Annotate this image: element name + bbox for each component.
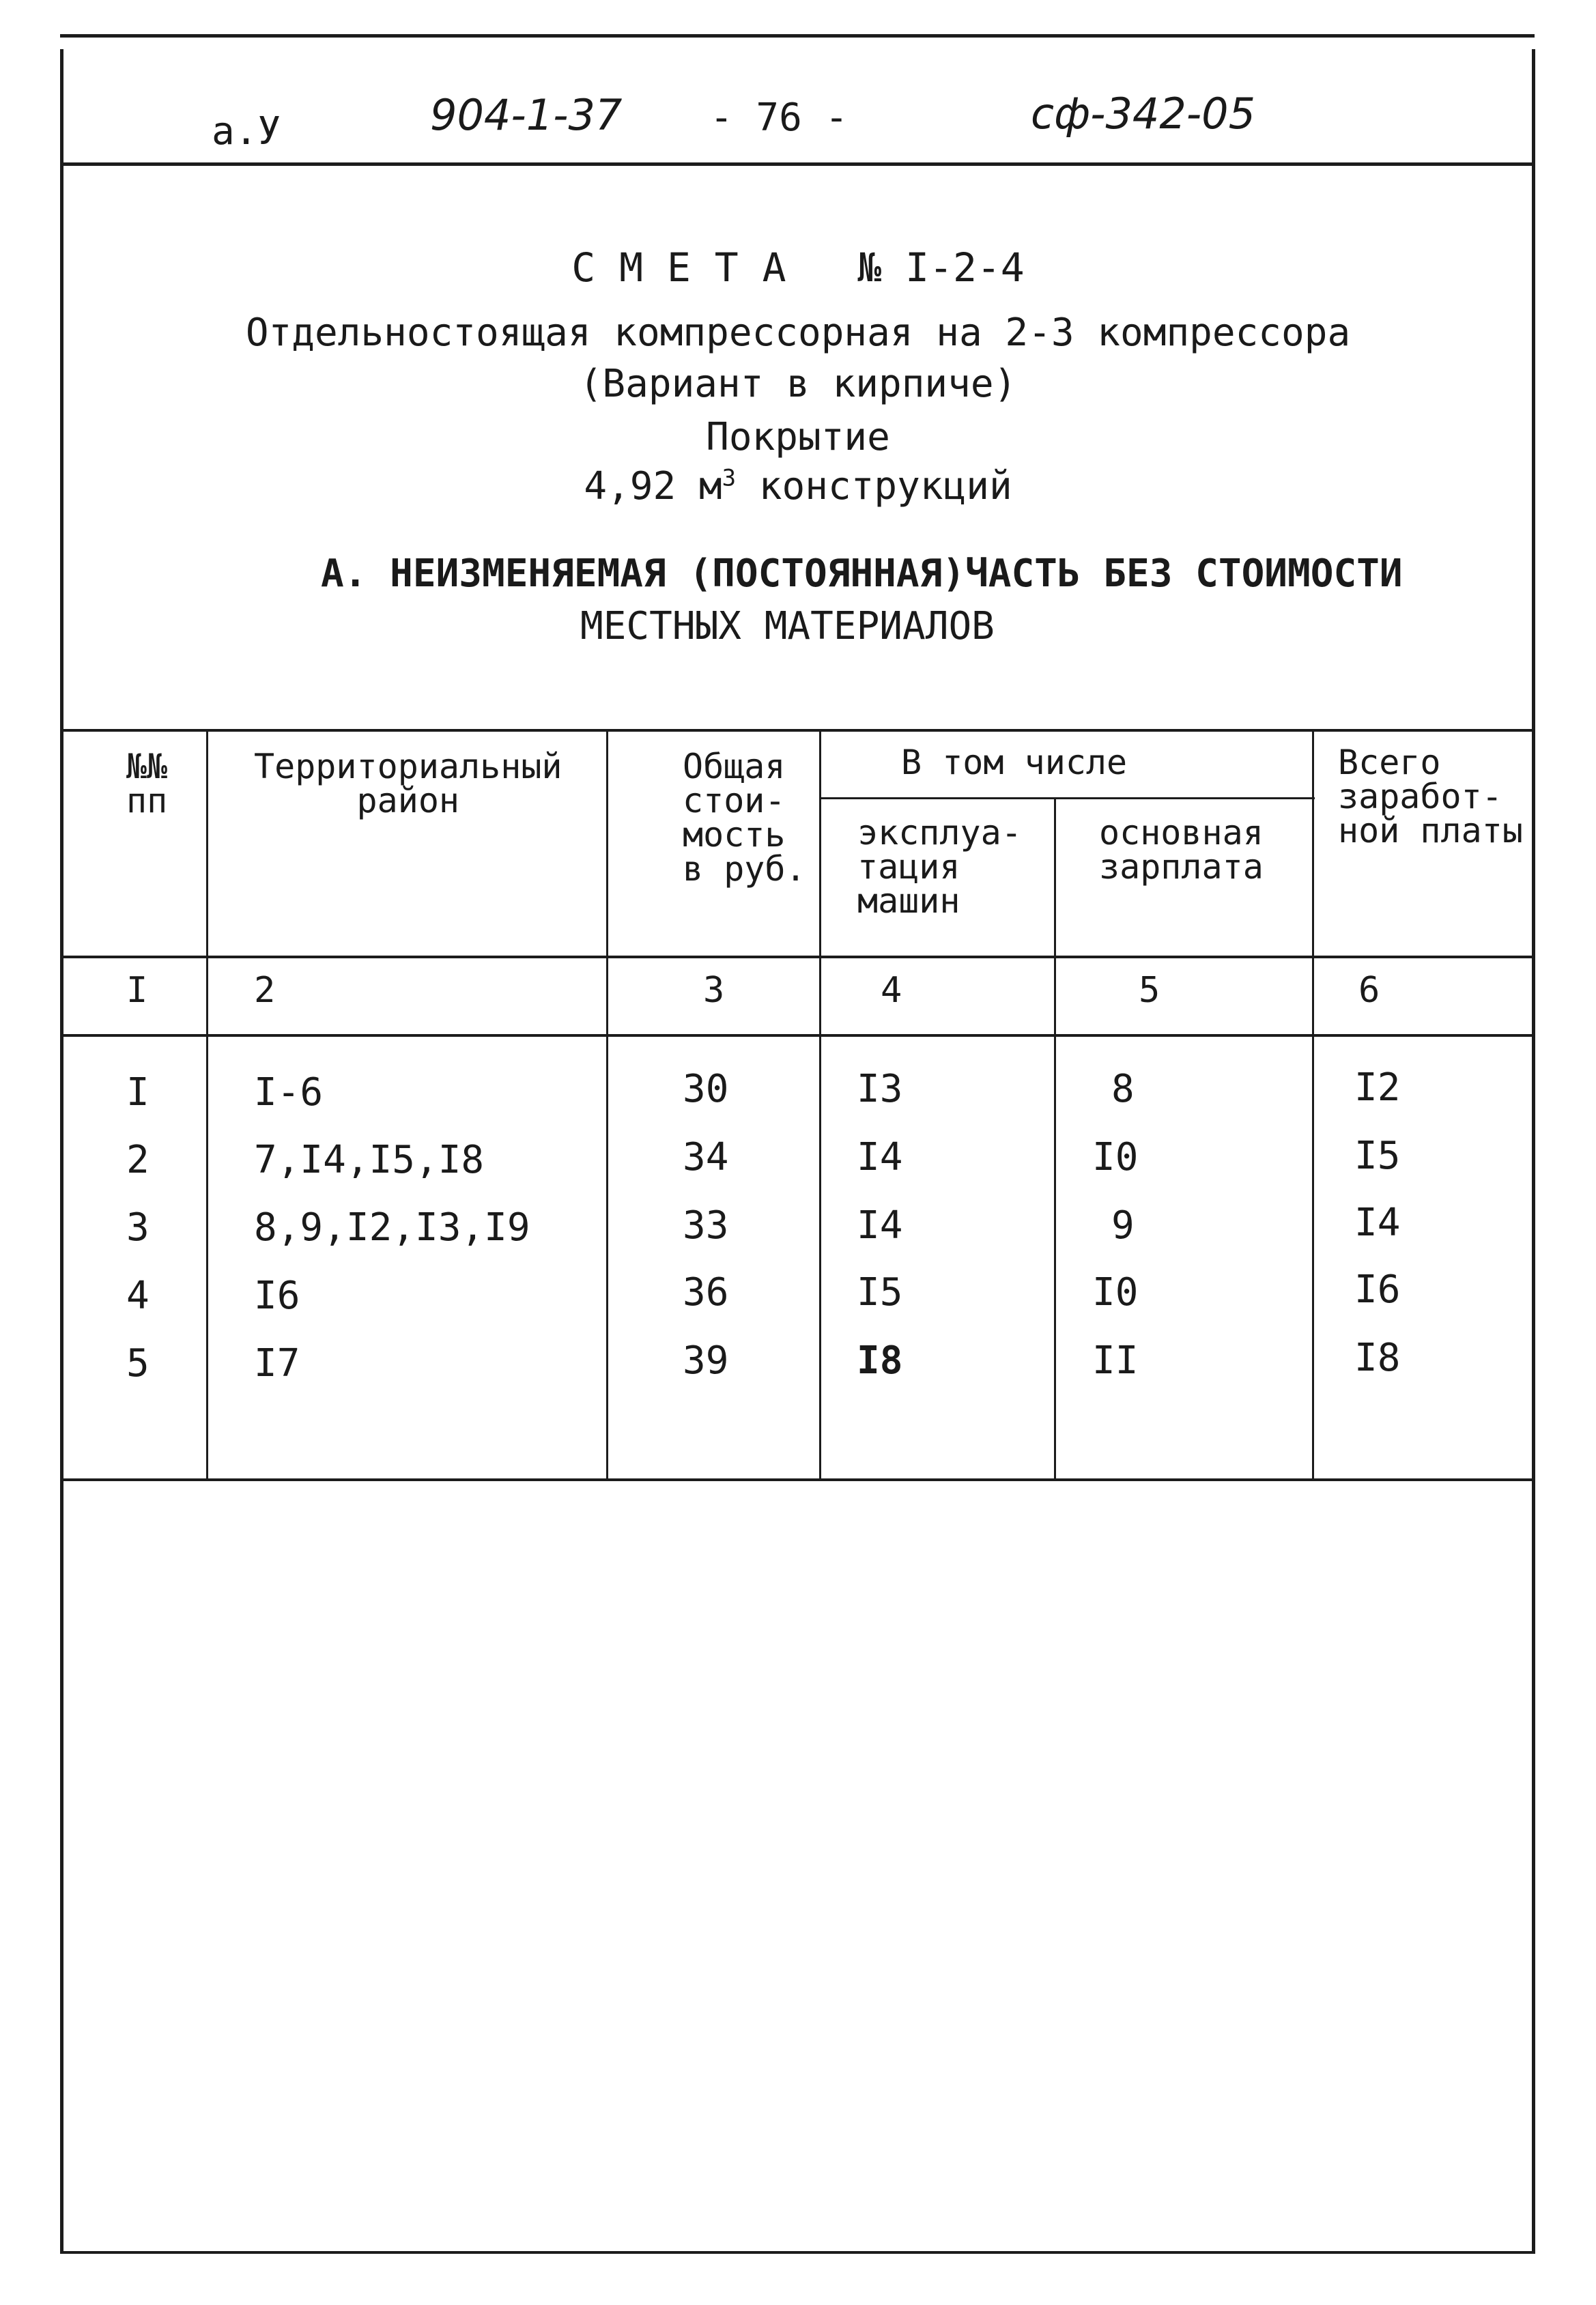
row-number: 2 bbox=[126, 1138, 149, 1182]
element-line: Покрытие bbox=[706, 415, 890, 459]
row-total-salary: I6 bbox=[1354, 1268, 1401, 1312]
section-heading-line2: МЕСТНЫХ МАТЕРИАЛОВ bbox=[580, 604, 995, 648]
header-including: В том числе bbox=[901, 743, 1128, 782]
row-salary: I0 bbox=[1092, 1270, 1139, 1315]
row-region: I6 bbox=[254, 1274, 300, 1318]
row-region: 7,I4,I5,I8 bbox=[254, 1138, 485, 1182]
row-machines: I8 bbox=[857, 1338, 903, 1383]
row-number: 5 bbox=[126, 1341, 149, 1386]
row-total-cost: 36 bbox=[683, 1270, 729, 1315]
table-subheader-rule bbox=[819, 797, 1315, 799]
row-total-cost: 34 bbox=[683, 1135, 729, 1179]
volume-prefix: 4,92 м bbox=[584, 464, 722, 509]
variant-line: (Вариант в кирпиче) bbox=[579, 362, 1017, 406]
header-total-cost: Общая стои- мость в руб. bbox=[683, 747, 806, 889]
frame-bottom-border bbox=[60, 2251, 1535, 2254]
row-machines: I4 bbox=[857, 1135, 903, 1179]
project-code: 904-1-37 bbox=[430, 90, 623, 140]
frame-top-border bbox=[60, 34, 1535, 38]
col-number-2: 2 bbox=[254, 970, 276, 1011]
object-name: Отдельностоящая компрессорная на 2-3 компрессора bbox=[245, 311, 1351, 355]
row-number: 3 bbox=[126, 1205, 149, 1250]
col-divider-3 bbox=[819, 729, 821, 1480]
row-region: I-6 bbox=[254, 1070, 324, 1115]
col-divider-1 bbox=[206, 729, 208, 1480]
row-number: 4 bbox=[126, 1274, 149, 1318]
row-salary: 9 bbox=[1111, 1203, 1135, 1248]
header-total-salary: Всего заработ- ной платы bbox=[1338, 743, 1523, 850]
col-number-1: I bbox=[126, 970, 148, 1011]
row-total-cost: 33 bbox=[683, 1203, 729, 1248]
row-machines: I4 bbox=[857, 1203, 903, 1248]
row-total-salary: I8 bbox=[1354, 1336, 1401, 1380]
page-number: - 76 - bbox=[710, 96, 849, 140]
estimate-title: С М Е Т А № I-2-4 bbox=[571, 244, 1025, 291]
col-divider-4 bbox=[1054, 797, 1056, 1480]
volume-superscript: 3 bbox=[722, 464, 737, 492]
row-number: I bbox=[126, 1070, 149, 1115]
row-total-salary: I5 bbox=[1354, 1134, 1401, 1178]
row-region: I7 bbox=[254, 1341, 300, 1386]
row-machines: I3 bbox=[857, 1067, 903, 1111]
section-heading-line1: А. НЕИЗМЕНЯЕМАЯ (ПОСТОЯННАЯ)ЧАСТЬ БЕЗ СТОИМОСТИ bbox=[321, 552, 1403, 596]
row-total-cost: 30 bbox=[683, 1067, 729, 1111]
volume-line bbox=[61, 464, 1535, 509]
row-total-cost: 39 bbox=[683, 1338, 729, 1383]
header-machines: эксплуа- тация машин bbox=[857, 813, 1022, 921]
row-region: 8,9,I2,I3,I9 bbox=[254, 1205, 530, 1250]
col-divider-2 bbox=[606, 729, 608, 1480]
sheet-code: сф-342-05 bbox=[1031, 89, 1256, 139]
col-number-6: 6 bbox=[1358, 970, 1380, 1011]
header-number: №№ пп bbox=[126, 747, 168, 820]
header-region: Территориальный район bbox=[254, 747, 562, 820]
row-salary: II bbox=[1092, 1338, 1139, 1383]
header-salary: основная зарплата bbox=[1099, 813, 1264, 887]
row-machines: I5 bbox=[857, 1270, 903, 1315]
col-number-3: 3 bbox=[703, 970, 725, 1011]
row-total-salary: I4 bbox=[1354, 1201, 1401, 1245]
row-salary: I0 bbox=[1092, 1135, 1139, 1179]
col-divider-5 bbox=[1312, 729, 1314, 1480]
header-divider bbox=[60, 162, 1535, 166]
col-number-4: 4 bbox=[881, 970, 902, 1011]
left-mark: а.У bbox=[212, 109, 281, 154]
row-total-salary: I2 bbox=[1354, 1065, 1401, 1110]
row-salary: 8 bbox=[1111, 1067, 1135, 1111]
col-number-5: 5 bbox=[1139, 970, 1160, 1011]
volume-suffix: конструкций bbox=[736, 464, 1012, 509]
